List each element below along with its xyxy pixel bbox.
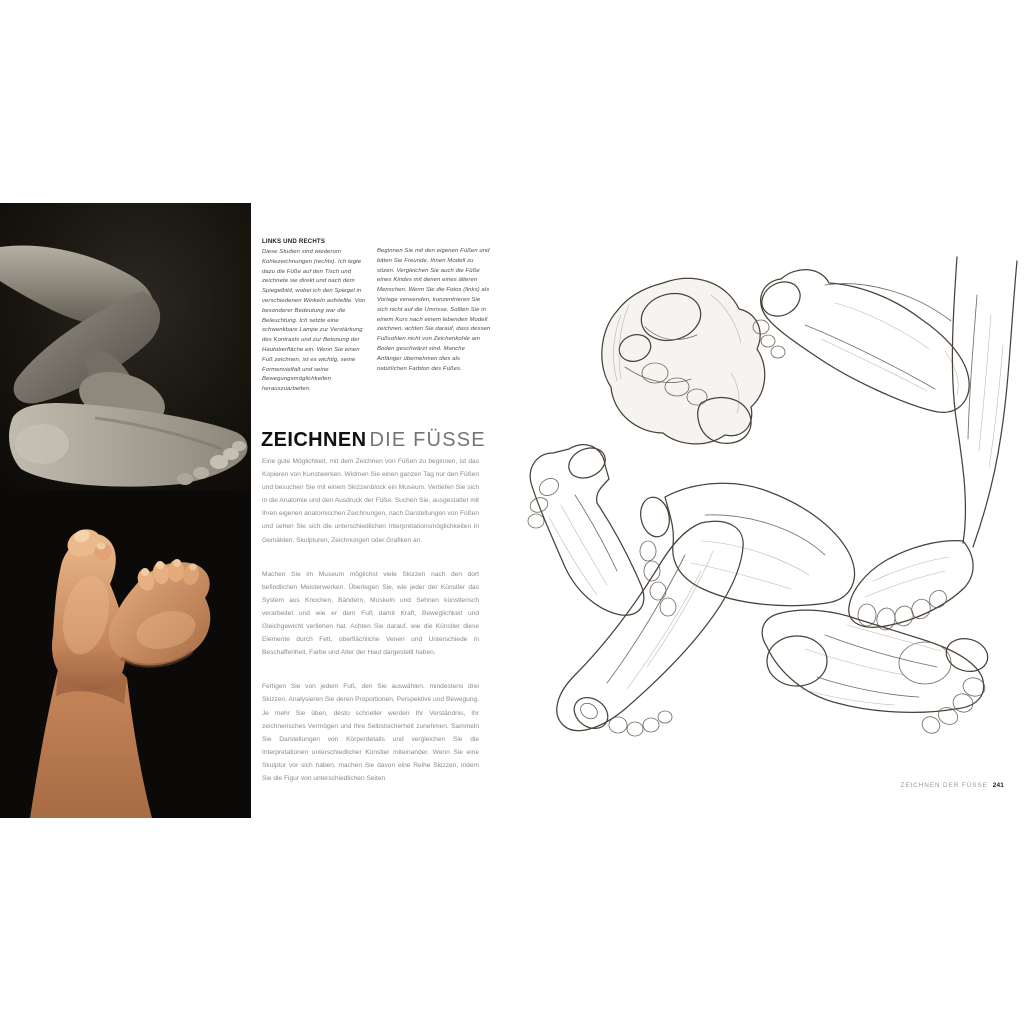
- running-footer: [704, 782, 1004, 789]
- color-feet-photo: [0, 490, 251, 818]
- sketch-toes-down-foot: [849, 541, 973, 632]
- photo-panel: [0, 203, 251, 818]
- page-title-rest: DIE FÜSSE: [369, 429, 486, 451]
- caption-text-right: Beginnen Sie mit den eigenen Füßen und bitten Sie Freunde, Ihnen Modell zu sitzen. Vergleichen Sie auch die Füße eines Kindes mit denen eines älteren Menschen. Wenn Sie die Fotos (links) als Vorlage verwenden, konzentrieren Sie sich nicht auf die Umrisse. Sollten Sie in einem Kurs nach einem lebenden Modell zeichnen, achten Sie darauf, dass dessen Fußsohlen nicht von Zeichenkohle am Boden geschwärzt sind. Manche Anfänger übernehmen dies als natürlichen Farbton des Fußes.: [377, 248, 491, 372]
- body-paragraph-3: Fertigen Sie von jedem Fuß, den Sie auswählen, mindestens drei Skizzen. Analysieren Sie deren Proportionen, Perspektive und Bewegung. Je mehr Sie üben, desto schneller werden Ihr Verständnis, Ihr zeichnerisches Vermögen und Ihre Selbstsicherheit zunehmen. Sammeln Sie Darstellungen von Körperdetails und vergleichen Sie die Interpretationen unterschiedlicher Künstler miteinander. Wenn Sie eine Skulptur vor sich haben, machen Sie davon eine Reihe Skizzen, indem Sie die Figur von unterschiedlichen Seiten: [262, 683, 479, 782]
- sketch-foot-toes-bottomleft: [557, 521, 743, 736]
- footer-page-number: 241: [992, 782, 1004, 789]
- page-title: [261, 428, 521, 452]
- body-paragraph-2: Machen Sie im Museum möglichst viele Skizzen nach den dort befindlichen Meisterwerken. Überlegen Sie, wie jeder der Künstler das System aus Knochen, Bändern, Muskeln und Sehnen künstlerisch verarbeitet und wie er dem Fuß damit Kraft, Beweglichkeit und Gleichgewicht verliehen hat. Achten Sie darauf, wie die Künstler diese Elemente durch Fett, oberflächliche Venen und Unterschiede in Beschaffenheit, Farbe und Alter der Haut dargestellt haben.: [262, 570, 479, 657]
- caption-text-left: Diese Studien sind wiederum Kohlezeichnungen (rechts). Ich legte dazu die Füße auf den Tisch und zeichnete sie direkt und nach dem Spiegelbild, wobei ich den Spiegel in verschiedenen Winkeln aufstellte. Von besonderer Bedeutung war die Beleuchtung. Ich setzte eine schwenkbare Lampe zur Verstärkung des Kontrasts und zur Betonung der Hautoberfläche ein. Wenn Sie einen Fuß zeichnen, ist es wichtig, seine Formenvielfalt und seine Bewegungsmöglichkeiten herauszuarbeiten.: [262, 249, 366, 393]
- foot-sketches-illustration: [505, 255, 1024, 775]
- sketch-angled-sole-foot: [753, 270, 969, 413]
- sketch-curled-toes-foot: [602, 278, 765, 444]
- footer-section-label: ZEICHNEN DER FÜSSE: [900, 782, 988, 789]
- sketch-foot-toes-upleft: [528, 442, 644, 615]
- sketch-horizontal-sole-foot: [762, 610, 991, 736]
- sketch-lower-leg: [952, 257, 1017, 547]
- caption-column-left: [262, 237, 368, 395]
- caption-column-right: [377, 247, 491, 374]
- bw-legs-photo: [0, 203, 251, 490]
- caption-title: LINKS UND RECHTS: [262, 238, 326, 245]
- page-title-emphasis: ZEICHNEN: [261, 429, 367, 451]
- body-paragraph-1: Eine gute Möglichkeit, mit dem Zeichnen von Füßen zu beginnen, ist das Kopieren von Kunstwerken. Widmen Sie einen ganzen Tag nur den Füßen und besuchen Sie mit einem Skizzenblock ein Museum. Vertiefen Sie sich in die Anatomie und den Ausdruck der Füße. Suchen Sie, ausgestattet mit Ihren eigenen anatomischen Zeichnungen, nach Darstellungen von Füßen und sehen Sie sich die unterschiedlichen Interpretationsmöglichkeiten in Gemälden, Skulpturen, Zeichnungen oder Grafiken an.: [262, 458, 480, 544]
- body-text: [262, 455, 479, 785]
